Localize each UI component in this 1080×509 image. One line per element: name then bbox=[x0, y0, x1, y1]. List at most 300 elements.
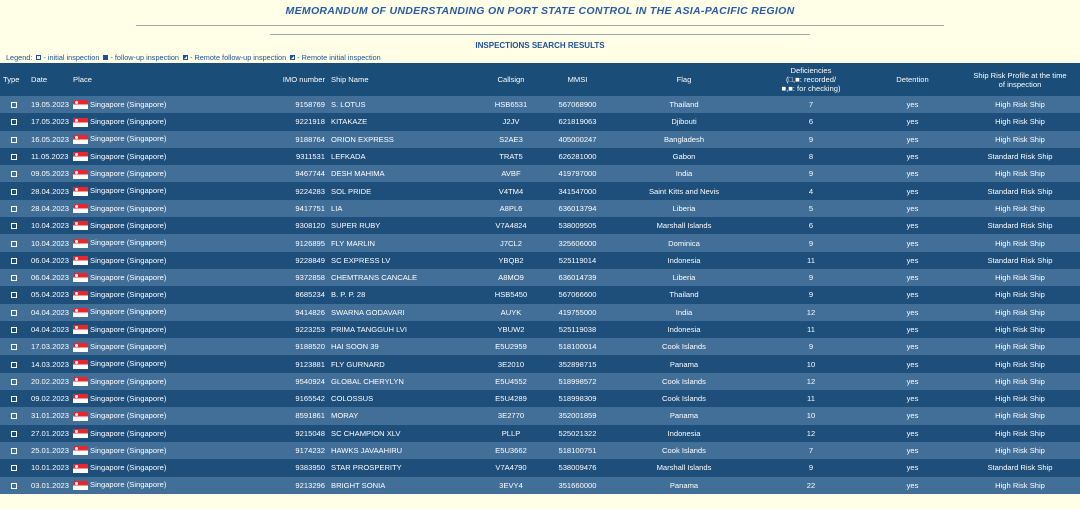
imo-cell: 9123881 bbox=[295, 359, 325, 369]
mmsi-cell: 518998572 bbox=[558, 376, 597, 386]
deficiencies-cell[interactable]: 9 bbox=[808, 463, 814, 473]
callsign-cell: 3E2010 bbox=[497, 359, 525, 369]
risk-profile-cell: Standard Risk Ship bbox=[987, 221, 1053, 231]
remote-initial-icon bbox=[290, 55, 295, 60]
place-cell bbox=[70, 165, 270, 182]
detention-cell: yes bbox=[906, 134, 919, 144]
table-row[interactable] bbox=[0, 425, 1080, 442]
place-cell bbox=[70, 442, 270, 459]
detention-cell: yes bbox=[906, 480, 919, 490]
ship-name-cell[interactable]: SC CHAMPION XLV bbox=[331, 428, 401, 438]
ship-name-cell[interactable]: HAI SOON 39 bbox=[331, 342, 379, 352]
table-row[interactable] bbox=[0, 338, 1080, 355]
place-text: Singapore (Singapore) bbox=[90, 272, 167, 282]
singapore-flag-icon bbox=[73, 360, 88, 369]
detention-cell: yes bbox=[906, 325, 919, 334]
place-text: Singapore (Singapore) bbox=[90, 480, 167, 490]
type-cell bbox=[0, 407, 28, 424]
ship-name-cell[interactable]: COLOSSUS bbox=[331, 394, 374, 404]
ship-name-cell[interactable]: MORAY bbox=[331, 411, 359, 421]
divider bbox=[270, 34, 810, 35]
detention-cell: yes bbox=[906, 255, 919, 265]
ship-name-cell[interactable]: B. P. P. 28 bbox=[331, 290, 366, 300]
imo-cell: 9221918 bbox=[295, 117, 325, 127]
date-cell: 06.04.2023 bbox=[31, 255, 70, 265]
callsign-cell: TRAT5 bbox=[499, 152, 523, 162]
detention-cell: yes bbox=[906, 100, 919, 110]
mmsi-cell: 518100014 bbox=[558, 342, 597, 352]
callsign-cell: HSB6531 bbox=[494, 100, 528, 110]
place-cell bbox=[70, 148, 270, 165]
singapore-flag-icon bbox=[73, 118, 88, 127]
initial-inspection-icon[interactable] bbox=[11, 327, 17, 333]
place-text: Singapore (Singapore) bbox=[90, 290, 167, 300]
singapore-flag-icon bbox=[73, 464, 88, 473]
deficiencies-cell[interactable]: 8 bbox=[808, 152, 814, 162]
date-cell: 20.02.2023 bbox=[31, 376, 70, 386]
mmsi-cell: 419797000 bbox=[558, 169, 597, 179]
table-row[interactable] bbox=[0, 407, 1080, 424]
callsign-cell: E5U4552 bbox=[495, 376, 527, 386]
risk-profile-cell: High Risk Ship bbox=[995, 238, 1045, 248]
place-text: Singapore (Singapore) bbox=[90, 428, 167, 438]
mmsi-cell: 636013794 bbox=[558, 203, 597, 213]
risk-profile-cell: High Risk Ship bbox=[995, 307, 1045, 317]
flag-cell: Thailand bbox=[669, 100, 699, 110]
flag-cell: Dominica bbox=[668, 238, 700, 248]
table-row[interactable] bbox=[0, 355, 1080, 372]
callsign-cell: 3EVY4 bbox=[499, 480, 523, 490]
date-cell: 19.05.2023 bbox=[31, 100, 70, 110]
imo-cell: 9417751 bbox=[295, 203, 325, 213]
risk-profile-cell: High Risk Ship bbox=[995, 446, 1045, 456]
risk-profile-cell: Standard Risk Ship bbox=[987, 186, 1053, 196]
legend-follow-up: - follow-up inspection bbox=[110, 53, 179, 62]
place-cell bbox=[70, 407, 270, 424]
initial-inspection-icon bbox=[36, 55, 41, 60]
imo-cell: 9228849 bbox=[295, 255, 325, 265]
table-row[interactable] bbox=[0, 269, 1080, 286]
col-imo[interactable]: IMO number bbox=[282, 75, 325, 84]
place-cell bbox=[70, 390, 270, 407]
table-row[interactable] bbox=[0, 96, 1080, 113]
deficiencies-cell[interactable]: 9 bbox=[808, 342, 814, 352]
mmsi-cell: 325606000 bbox=[558, 238, 597, 248]
table-row[interactable] bbox=[0, 217, 1080, 234]
table-row[interactable] bbox=[0, 131, 1080, 148]
deficiencies-cell[interactable]: 7 bbox=[808, 446, 814, 456]
initial-inspection-icon[interactable] bbox=[11, 431, 17, 437]
flag-cell: Indonesia bbox=[667, 255, 701, 265]
table-row[interactable] bbox=[0, 390, 1080, 407]
detention-cell: yes bbox=[906, 290, 919, 300]
deficiencies-cell[interactable]: 22 bbox=[806, 480, 816, 490]
type-cell bbox=[0, 252, 28, 269]
flag-cell: Marshall Islands bbox=[656, 463, 712, 473]
singapore-flag-icon bbox=[73, 187, 88, 196]
legend bbox=[0, 53, 1080, 63]
place-cell bbox=[70, 252, 270, 269]
deficiencies-cell[interactable]: 7 bbox=[808, 100, 814, 110]
flag-cell: Panama bbox=[669, 411, 699, 421]
singapore-flag-icon bbox=[73, 481, 88, 490]
callsign-cell: E5U2959 bbox=[495, 342, 527, 352]
detention-cell: yes bbox=[906, 394, 919, 404]
detention-cell: yes bbox=[906, 203, 919, 213]
ship-name-cell[interactable]: CHEMTRANS CANCALE bbox=[331, 273, 418, 283]
singapore-flag-icon bbox=[73, 135, 88, 144]
deficiencies-label: Deficiencies bbox=[790, 66, 832, 75]
place-text: Singapore (Singapore) bbox=[90, 255, 167, 265]
singapore-flag-icon bbox=[73, 256, 88, 265]
type-cell bbox=[0, 304, 28, 321]
initial-inspection-icon[interactable] bbox=[11, 413, 17, 419]
callsign-cell: J2JV bbox=[502, 117, 520, 127]
deficiencies-cell[interactable]: 10 bbox=[806, 359, 816, 369]
imo-cell: 9224283 bbox=[295, 186, 325, 196]
type-cell bbox=[0, 131, 28, 148]
place-text: Singapore (Singapore) bbox=[90, 307, 167, 317]
place-text: Singapore (Singapore) bbox=[90, 342, 167, 352]
table-row[interactable] bbox=[0, 442, 1080, 459]
deficiencies-cell[interactable]: 5 bbox=[808, 203, 814, 213]
initial-inspection-icon[interactable] bbox=[11, 483, 17, 489]
place-text: Singapore (Singapore) bbox=[90, 169, 167, 179]
col-detention[interactable]: Detention bbox=[896, 75, 929, 84]
deficiencies-cell[interactable]: 11 bbox=[807, 394, 815, 404]
imo-cell: 9215048 bbox=[295, 428, 325, 438]
deficiencies-cell[interactable]: 4 bbox=[808, 186, 814, 196]
place-cell bbox=[70, 425, 270, 442]
flag-cell: Liberia bbox=[672, 203, 696, 213]
risk-profile-cell: High Risk Ship bbox=[995, 359, 1045, 369]
deficiencies-cell[interactable]: 10 bbox=[806, 411, 816, 421]
col-place[interactable]: Place bbox=[73, 75, 92, 84]
table-row[interactable] bbox=[0, 200, 1080, 217]
singapore-flag-icon bbox=[73, 394, 88, 403]
initial-inspection-icon[interactable] bbox=[11, 171, 17, 177]
place-cell bbox=[70, 113, 270, 130]
type-cell bbox=[0, 96, 28, 113]
initial-inspection-icon[interactable] bbox=[11, 310, 17, 316]
risk-profile-cell: High Risk Ship bbox=[995, 376, 1045, 386]
callsign-cell: YBUW2 bbox=[497, 325, 525, 334]
flag-cell: Djibouti bbox=[671, 117, 697, 127]
risk-profile-cell: Standard Risk Ship bbox=[987, 463, 1053, 473]
ship-name-cell[interactable]: SUPER RUBY bbox=[331, 221, 381, 231]
col-ship-name[interactable]: Ship Name bbox=[331, 75, 369, 84]
singapore-flag-icon bbox=[73, 100, 88, 109]
mmsi-cell: 538009476 bbox=[558, 463, 597, 473]
flag-cell: Bangladesh bbox=[663, 134, 705, 144]
deficiencies-cell[interactable]: 6 bbox=[808, 117, 814, 127]
table-row[interactable] bbox=[0, 113, 1080, 130]
deficiencies-cell[interactable]: 9 bbox=[808, 238, 814, 248]
detention-cell: yes bbox=[906, 221, 919, 231]
deficiencies-cell[interactable]: 11 bbox=[807, 325, 815, 334]
risk-profile-cell: High Risk Ship bbox=[995, 134, 1045, 144]
date-cell: 04.04.2023 bbox=[31, 307, 70, 317]
legend-label: Legend: bbox=[6, 53, 33, 62]
callsign-cell: 3E2770 bbox=[497, 411, 525, 421]
type-cell bbox=[0, 165, 28, 182]
table-row[interactable] bbox=[0, 459, 1080, 476]
place-text: Singapore (Singapore) bbox=[90, 463, 167, 473]
date-cell: 28.04.2023 bbox=[31, 203, 70, 213]
place-cell bbox=[70, 200, 270, 217]
singapore-flag-icon bbox=[73, 291, 88, 300]
initial-inspection-icon[interactable] bbox=[11, 448, 17, 454]
singapore-flag-icon bbox=[73, 325, 88, 334]
detention-cell: yes bbox=[906, 411, 919, 421]
table-row[interactable] bbox=[0, 252, 1080, 269]
deficiencies-cell[interactable]: 9 bbox=[808, 134, 814, 144]
page-title: MEMORANDUM OF UNDERSTANDING ON PORT STATE CONTROL IN THE ASIA-PACIFIC REGION bbox=[285, 5, 795, 17]
place-text: Singapore (Singapore) bbox=[90, 238, 167, 248]
callsign-cell: E5U4289 bbox=[495, 394, 527, 404]
detention-cell: yes bbox=[906, 463, 919, 473]
initial-inspection-icon[interactable] bbox=[11, 292, 17, 298]
ship-name-cell[interactable]: DESH MAHIMA bbox=[331, 169, 385, 179]
imo-cell: 9174232 bbox=[295, 446, 325, 456]
place-text: Singapore (Singapore) bbox=[90, 411, 167, 421]
deficiencies-note-1: (□,■: recorded/ bbox=[785, 75, 837, 84]
place-text: Singapore (Singapore) bbox=[90, 99, 167, 109]
detention-cell: yes bbox=[906, 446, 919, 456]
col-risk-profile[interactable] bbox=[960, 63, 1080, 96]
ship-name-cell[interactable]: STAR PROSPERITY bbox=[331, 463, 402, 473]
risk-profile-cell: High Risk Ship bbox=[995, 290, 1045, 300]
flag-cell: Cook Islands bbox=[662, 376, 706, 386]
mmsi-cell: 419755000 bbox=[558, 307, 597, 317]
place-cell bbox=[70, 304, 270, 321]
callsign-cell: V7A4824 bbox=[495, 221, 527, 231]
initial-inspection-icon[interactable] bbox=[11, 189, 17, 195]
mmsi-cell: 518998309 bbox=[558, 394, 597, 404]
ship-name-cell[interactable]: GLOBAL CHERYLYN bbox=[331, 376, 404, 386]
initial-inspection-icon[interactable] bbox=[11, 258, 17, 264]
type-cell bbox=[0, 477, 28, 494]
date-cell: 14.03.2023 bbox=[31, 359, 70, 369]
deficiencies-cell[interactable]: 9 bbox=[808, 290, 814, 300]
date-cell: 10.04.2023 bbox=[31, 221, 70, 231]
mmsi-cell: 567066600 bbox=[558, 290, 597, 300]
divider bbox=[136, 25, 944, 26]
imo-cell: 9223253 bbox=[295, 325, 325, 334]
detention-cell: yes bbox=[906, 376, 919, 386]
initial-inspection-icon[interactable] bbox=[11, 344, 17, 350]
risk-label-2: of inspection bbox=[998, 79, 1042, 89]
imo-cell: 9158769 bbox=[295, 100, 325, 110]
date-cell: 04.04.2023 bbox=[31, 325, 70, 334]
initial-inspection-icon[interactable] bbox=[11, 137, 17, 143]
risk-profile-cell: High Risk Ship bbox=[995, 203, 1045, 213]
mmsi-cell: 352898715 bbox=[558, 359, 597, 369]
detention-cell: yes bbox=[906, 307, 919, 317]
detention-cell: yes bbox=[906, 238, 919, 248]
flag-cell: India bbox=[675, 169, 693, 179]
initial-inspection-icon[interactable] bbox=[11, 223, 17, 229]
initial-inspection-icon[interactable] bbox=[11, 362, 17, 368]
type-cell bbox=[0, 355, 28, 372]
imo-cell: 8591861 bbox=[295, 411, 325, 421]
date-cell: 17.03.2023 bbox=[31, 342, 70, 352]
imo-cell: 9126895 bbox=[295, 238, 325, 248]
deficiencies-cell[interactable]: 9 bbox=[808, 169, 814, 179]
callsign-cell: J7CL2 bbox=[500, 238, 522, 248]
ship-name-cell[interactable]: FLY GURNARD bbox=[331, 359, 385, 369]
ship-name-cell[interactable]: SC EXPRESS LV bbox=[331, 255, 391, 265]
risk-profile-cell: High Risk Ship bbox=[995, 411, 1045, 421]
singapore-flag-icon bbox=[73, 343, 88, 352]
detention-cell: yes bbox=[906, 273, 919, 283]
type-cell bbox=[0, 286, 28, 303]
col-mmsi[interactable]: MMSI bbox=[567, 75, 588, 84]
risk-profile-cell: High Risk Ship bbox=[995, 428, 1045, 438]
imo-cell: 9188520 bbox=[295, 342, 325, 352]
initial-inspection-icon[interactable] bbox=[11, 206, 17, 212]
table-row[interactable] bbox=[0, 234, 1080, 251]
ship-name-cell[interactable]: PRIMA TANGGUH LVI bbox=[331, 325, 407, 334]
ship-name-cell[interactable]: S. LOTUS bbox=[331, 100, 366, 110]
table-row[interactable] bbox=[0, 148, 1080, 165]
detention-cell: yes bbox=[906, 342, 919, 352]
col-type[interactable]: Type bbox=[3, 75, 20, 84]
deficiencies-cell[interactable]: 9 bbox=[808, 273, 814, 283]
type-cell bbox=[0, 373, 28, 390]
detention-cell: yes bbox=[906, 152, 919, 162]
deficiencies-cell[interactable]: 6 bbox=[808, 221, 814, 231]
place-cell bbox=[70, 355, 270, 372]
imo-cell: 9188764 bbox=[295, 134, 325, 144]
table-row[interactable] bbox=[0, 304, 1080, 321]
singapore-flag-icon bbox=[73, 377, 88, 386]
type-cell bbox=[0, 442, 28, 459]
date-cell: 10.04.2023 bbox=[31, 238, 70, 248]
place-text: Singapore (Singapore) bbox=[90, 117, 167, 127]
flag-cell: Liberia bbox=[672, 273, 696, 283]
ship-name-cell[interactable]: LEFKADA bbox=[331, 152, 366, 162]
mmsi-cell: 341547000 bbox=[558, 186, 597, 196]
detention-cell: yes bbox=[906, 428, 919, 438]
type-cell bbox=[0, 390, 28, 407]
imo-cell: 9213296 bbox=[295, 480, 325, 490]
callsign-cell: E5U3662 bbox=[495, 446, 527, 456]
type-cell bbox=[0, 113, 28, 130]
table-header bbox=[0, 63, 1080, 96]
date-cell: 16.05.2023 bbox=[31, 134, 70, 144]
risk-profile-cell: Standard Risk Ship bbox=[987, 152, 1053, 162]
singapore-flag-icon bbox=[73, 273, 88, 282]
imo-cell: 9372858 bbox=[295, 273, 325, 283]
mmsi-cell: 351660000 bbox=[558, 480, 597, 490]
initial-inspection-icon[interactable] bbox=[11, 396, 17, 402]
imo-cell: 9414826 bbox=[295, 307, 325, 317]
deficiencies-cell[interactable]: 12 bbox=[806, 376, 816, 386]
table-row[interactable] bbox=[0, 321, 1080, 338]
risk-profile-cell: High Risk Ship bbox=[995, 342, 1045, 352]
place-text: Singapore (Singapore) bbox=[90, 445, 167, 455]
imo-cell: 9308120 bbox=[295, 221, 325, 231]
initial-inspection-icon[interactable] bbox=[11, 119, 17, 125]
place-cell bbox=[70, 269, 270, 286]
detention-cell: yes bbox=[906, 186, 919, 196]
risk-label-1: Ship Risk Profile at the time bbox=[973, 70, 1067, 80]
ship-name-cell[interactable]: FLY MARLIN bbox=[331, 238, 376, 248]
mmsi-cell: 352001859 bbox=[558, 411, 597, 421]
deficiencies-cell[interactable]: 12 bbox=[806, 428, 816, 438]
place-text: Singapore (Singapore) bbox=[90, 324, 167, 334]
singapore-flag-icon bbox=[73, 204, 88, 213]
flag-cell: Saint Kitts and Nevis bbox=[648, 186, 720, 196]
date-cell: 28.04.2023 bbox=[31, 186, 70, 196]
place-text: Singapore (Singapore) bbox=[90, 203, 167, 213]
table-row[interactable] bbox=[0, 182, 1080, 199]
date-cell: 06.04.2023 bbox=[31, 273, 70, 283]
callsign-cell: YBQB2 bbox=[498, 255, 524, 265]
detention-cell: yes bbox=[906, 359, 919, 369]
initial-inspection-icon[interactable] bbox=[11, 241, 17, 247]
singapore-flag-icon bbox=[73, 221, 88, 230]
results-title: INSPECTIONS SEARCH RESULTS bbox=[475, 41, 605, 50]
initial-inspection-icon[interactable] bbox=[11, 275, 17, 281]
table-row[interactable] bbox=[0, 373, 1080, 390]
risk-profile-cell: High Risk Ship bbox=[995, 273, 1045, 283]
place-cell bbox=[70, 373, 270, 390]
place-text: Singapore (Singapore) bbox=[90, 220, 167, 230]
place-cell bbox=[70, 217, 270, 234]
col-deficiencies[interactable] bbox=[757, 63, 865, 96]
date-cell: 31.01.2023 bbox=[31, 411, 70, 421]
initial-inspection-icon[interactable] bbox=[11, 465, 17, 471]
mmsi-cell: 525119014 bbox=[558, 255, 597, 265]
initial-inspection-icon[interactable] bbox=[11, 154, 17, 160]
table-row[interactable] bbox=[0, 286, 1080, 303]
place-cell bbox=[70, 131, 270, 148]
col-date[interactable]: Date bbox=[31, 75, 48, 84]
ship-name-cell[interactable]: SOL PRIDE bbox=[331, 186, 372, 196]
risk-profile-cell: High Risk Ship bbox=[995, 325, 1045, 334]
ship-name-cell[interactable]: ORION EXPRESS bbox=[331, 134, 394, 144]
table-row[interactable] bbox=[0, 477, 1080, 494]
type-cell bbox=[0, 338, 28, 355]
ship-name-cell[interactable]: BRIGHT SONIA bbox=[331, 480, 386, 490]
flag-cell: Thailand bbox=[669, 290, 699, 300]
ship-name-cell[interactable]: LIA bbox=[331, 203, 343, 213]
ship-name-cell[interactable]: KITAKAZE bbox=[331, 117, 368, 127]
place-cell bbox=[70, 182, 270, 199]
initial-inspection-icon[interactable] bbox=[11, 102, 17, 108]
flag-cell: India bbox=[675, 307, 693, 317]
table-row[interactable] bbox=[0, 165, 1080, 182]
col-flag[interactable]: Flag bbox=[676, 75, 692, 84]
ship-name-cell[interactable]: HAWKS JAVAAHIRU bbox=[331, 446, 403, 456]
place-cell bbox=[70, 286, 270, 303]
risk-profile-cell: Standard Risk Ship bbox=[987, 255, 1053, 265]
inspections-table bbox=[0, 63, 1080, 494]
place-cell bbox=[70, 234, 270, 251]
initial-inspection-icon[interactable] bbox=[11, 379, 17, 385]
type-cell bbox=[0, 148, 28, 165]
singapore-flag-icon bbox=[73, 446, 88, 455]
deficiencies-cell[interactable]: 12 bbox=[806, 307, 816, 317]
ship-name-cell[interactable]: SWARNA GODAVARI bbox=[331, 307, 405, 317]
singapore-flag-icon bbox=[73, 152, 88, 161]
detention-cell: yes bbox=[906, 169, 919, 179]
deficiencies-cell[interactable]: 11 bbox=[807, 255, 815, 265]
col-callsign[interactable]: Callsign bbox=[497, 75, 525, 84]
place-text: Singapore (Singapore) bbox=[90, 151, 167, 161]
